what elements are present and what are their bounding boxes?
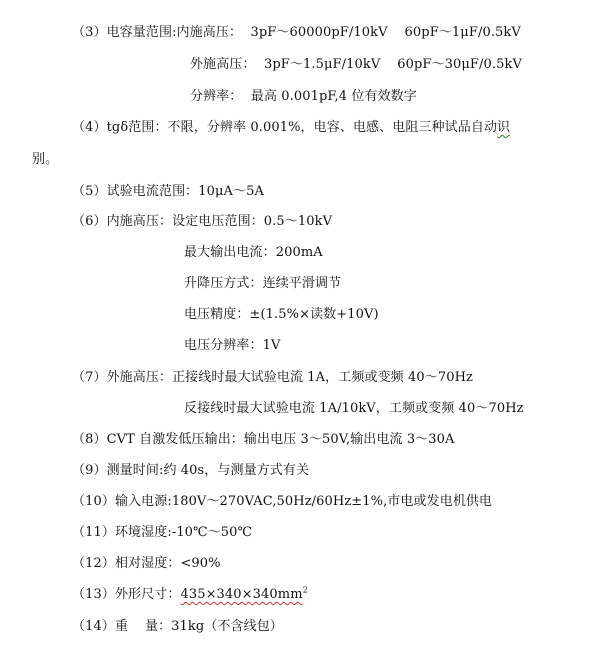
spec-item-11: （11）环境湿度:-10℃～50℃ [72,525,253,540]
spec-item-5: （5）试验电流范围：10μA～5A [72,184,265,199]
spec-item-10: （10）输入电源:180V～270VAC,50Hz/60Hz±1%,市电或发电机供电 [72,494,493,509]
spec-item-6-line-5: 电压分辨率：1V [184,338,281,353]
spec-item-13-dimensions: 435×340×340mm [180,587,303,602]
spec-item-3-line-1: （3）电容量范围:内施高压： 3pF～60000pF/10kV 60pF～1μF/0.5kV [72,25,521,40]
spec-item-13 [72,586,308,604]
spec-item-12: （12）相对湿度：<90% [72,556,221,571]
spec-item-3-line-2: 外施高压： 3pF～1.5μF/10kV 60pF～30μF/0.5kV [190,57,522,72]
spec-item-4-text: （4）tgδ范围：不限，分辨率 0.001%，电容、电感、电阻三种试品自动 [72,120,498,135]
spec-item-9: （9）测量时间:约 40s，与测量方式有关 [72,463,310,478]
spec-item-8: （8）CVT 自激发低压输出：输出电压 3～50V,输出电流 3～30A [72,432,455,447]
spec-item-3-line-3: 分辨率： 最高 0.001pF,4 位有效数字 [190,89,417,104]
spec-item-6-line-1: （6）内施高压：设定电压范围：0.5～10kV [72,214,333,229]
spec-item-4-flagged-char: 识 [497,120,511,135]
spec-item-7-line-1: （7）外施高压：正接线时最大试验电流 1A，工频或变频 40～70Hz [72,370,473,385]
spec-item-13-superscript: 2 [302,585,308,595]
spec-item-6-line-2: 最大输出电流：200mA [184,245,323,260]
spec-item-6-line-4: 电压精度：±(1.5%×读数+10V) [184,307,379,322]
spec-item-14: （14）重 量：31kg（不含线包） [72,619,283,634]
spec-item-13-label: （13）外形尺寸： [72,587,181,602]
spec-item-7-line-2: 反接线时最大试验电流 1A/10kV，工频或变频 40～70Hz [184,401,524,416]
spec-item-4-line-1 [72,119,510,137]
spec-item-4-line-2: 别。 [32,152,59,167]
spec-item-6-line-3: 升降压方式：连续平滑调节 [184,276,342,291]
